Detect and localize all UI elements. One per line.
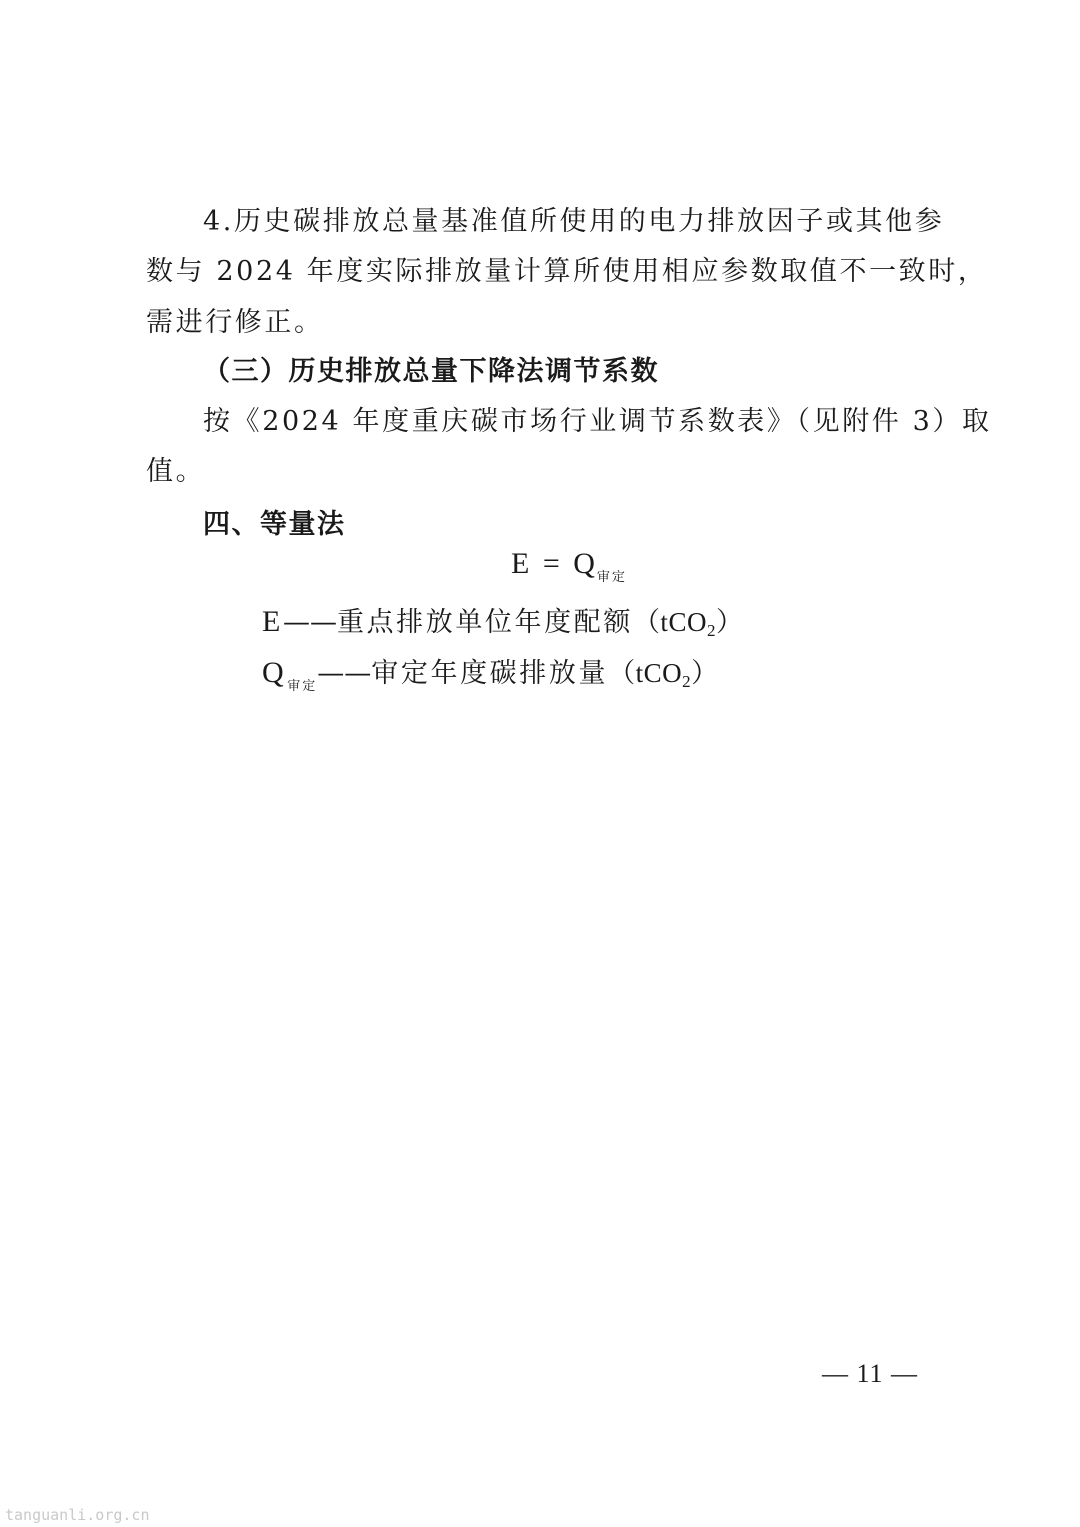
formula-lhs: E (511, 547, 530, 580)
formula-equals: = (542, 547, 560, 580)
definition-unit (608, 658, 719, 691)
unit-close: ） (691, 658, 719, 688)
adjustment-paragraph-line-1: 按《2024 年度重庆碳市场行业调节系数表》（见附件 3）取 (203, 406, 992, 437)
unit-subscript: 2 (682, 672, 692, 691)
definition-unit (632, 607, 744, 640)
adjustment-paragraph-line-2: 值。 (146, 456, 206, 487)
allocation-formula (511, 546, 627, 596)
page-number: — 11 — (822, 1359, 919, 1388)
definition-text: 重点排放单位年度配额 (336, 607, 633, 638)
unit-subscript: 2 (706, 621, 716, 640)
definition-dash: —— (317, 658, 372, 689)
unit-close: ） (715, 607, 744, 637)
subheading-3: （三）历史排放总量下降法调节系数 (203, 356, 659, 387)
definition-symbol: Q (262, 656, 287, 689)
watermark: tanguanli.org.cn (5, 1506, 150, 1524)
definition-text: 审定年度碳排放量 (371, 658, 609, 689)
definition-subscript: 审定 (287, 679, 318, 694)
formula-rhs: Q (573, 547, 595, 580)
definition-symbol: E (262, 605, 283, 638)
formula-rhs-subscript: 审定 (596, 570, 627, 585)
section-4-heading: 四、等量法 (203, 509, 346, 540)
unit-open: （tCO (632, 607, 707, 637)
definition-q (262, 655, 719, 705)
paragraph-4-line-3: 需进行修正。 (146, 307, 324, 338)
paragraph-4-line-1: 4.历史碳排放总量基准值所使用的电力排放因子或其他参 (203, 206, 945, 237)
definition-dash: —— (282, 607, 337, 638)
paragraph-4-line-2: 数与 2024 年度实际排放量计算所使用相应参数取值不一致时， (146, 256, 988, 287)
definition-e (262, 604, 743, 641)
unit-open: （tCO (608, 658, 683, 688)
